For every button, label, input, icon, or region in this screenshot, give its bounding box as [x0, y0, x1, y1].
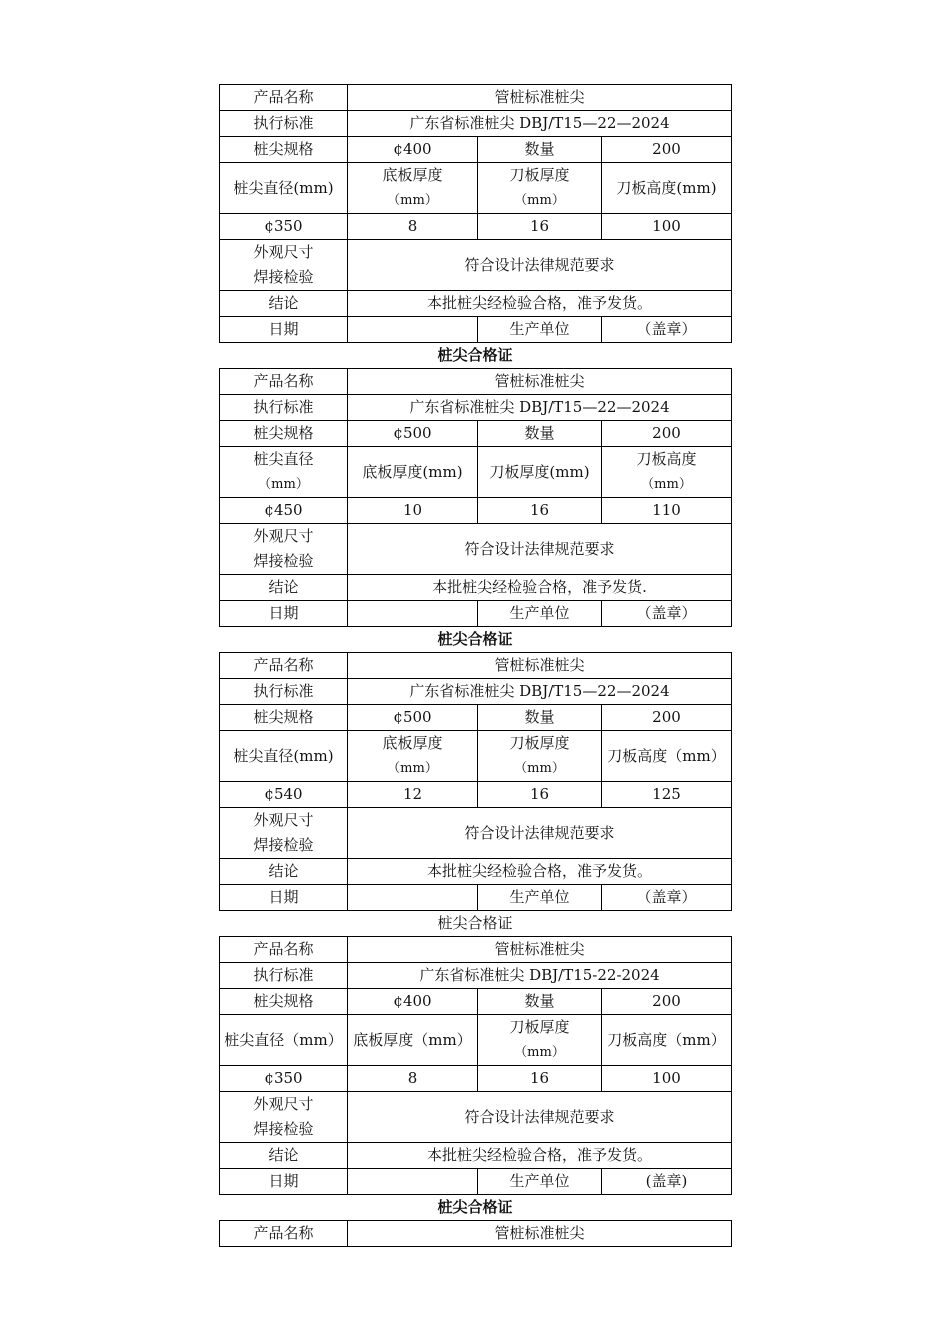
header-tip-diameter: 桩尖直径 （mm）: [220, 447, 348, 498]
conclusion-value: 本批桩尖经检验合格，准予发货。: [348, 291, 732, 317]
label-conclusion: 结论: [220, 291, 348, 317]
tip-diameter-value: ¢350: [220, 214, 348, 240]
label-conclusion: 结论: [220, 859, 348, 885]
product-name-value: 管桩标准桩尖: [348, 1221, 732, 1247]
blade-height-value: 110: [602, 498, 732, 524]
table-row: [220, 85, 732, 111]
table-row: [220, 291, 732, 317]
table-row: [220, 705, 732, 731]
table-row: [220, 885, 732, 911]
table-row: [220, 653, 732, 679]
spec-value: ¢400: [348, 989, 478, 1015]
table-row: [220, 679, 732, 705]
inspection-result: 符合设计法律规范要求: [348, 524, 732, 575]
quantity-value: 200: [602, 989, 732, 1015]
label-spec: 桩尖规格: [220, 421, 348, 447]
table-row: [220, 369, 732, 395]
header-blade-thickness: 刀板厚度 （mm）: [478, 163, 602, 214]
label-inspection: 外观尺寸 焊接检验: [220, 1092, 348, 1143]
header-tip-diameter: 桩尖直径(mm): [220, 731, 348, 782]
label-date: 日期: [220, 601, 348, 627]
spec-value: ¢400: [348, 137, 478, 163]
label-date: 日期: [220, 317, 348, 343]
label-inspection: 外观尺寸 焊接检验: [220, 240, 348, 291]
table-row: [220, 1015, 732, 1066]
table-row: [220, 395, 732, 421]
blade-thickness-value: 16: [478, 1066, 602, 1092]
table-row: [220, 498, 732, 524]
table-row: [220, 731, 732, 782]
label-inspection: 外观尺寸 焊接检验: [220, 808, 348, 859]
blade-height-value: 100: [602, 1066, 732, 1092]
table-row: [220, 601, 732, 627]
label-standard: 执行标准: [220, 111, 348, 137]
label-date: 日期: [220, 885, 348, 911]
table-row: [220, 240, 732, 291]
product-name-value: 管桩标准桩尖: [348, 85, 732, 111]
tip-diameter-value: ¢450: [220, 498, 348, 524]
label-quantity: 数量: [478, 137, 602, 163]
certificate-caption: 桩尖合格证: [437, 914, 513, 932]
label-product-name: 产品名称: [220, 1221, 348, 1247]
base-thickness-value: 8: [348, 214, 478, 240]
table-row: [220, 808, 732, 859]
tip-diameter-value: ¢350: [220, 1066, 348, 1092]
header-blade-thickness: 刀板厚度(mm): [478, 447, 602, 498]
standard-value: 广东省标准桩尖 DBJ/T15—22—2024: [348, 111, 732, 137]
spec-value: ¢500: [348, 421, 478, 447]
quantity-value: 200: [602, 137, 732, 163]
spec-value: ¢500: [348, 705, 478, 731]
product-name-value: 管桩标准桩尖: [348, 937, 732, 963]
table-row: [220, 859, 732, 885]
header-blade-height: 刀板高度（mm）: [602, 731, 732, 782]
label-product-name: 产品名称: [220, 85, 348, 111]
seal-value: （盖章）: [602, 317, 732, 343]
table-row: [220, 937, 732, 963]
certificate-caption: 桩尖合格证: [437, 1198, 513, 1216]
header-blade-height: 刀板高度（mm）: [602, 1015, 732, 1066]
label-spec: 桩尖规格: [220, 137, 348, 163]
label-inspection: 外观尺寸 焊接检验: [220, 524, 348, 575]
certificate-table: [219, 936, 732, 1195]
date-value: [348, 317, 478, 343]
conclusion-value: 本批桩尖经检验合格，准予发货.: [348, 575, 732, 601]
standard-value: 广东省标准桩尖 DBJ/T15—22—2024: [348, 679, 732, 705]
header-base-thickness: 底板厚度 （mm）: [348, 163, 478, 214]
header-base-thickness: 底板厚度 （mm）: [348, 731, 478, 782]
document: [219, 84, 731, 1247]
label-product-name: 产品名称: [220, 653, 348, 679]
inspection-result: 符合设计法律规范要求: [348, 1092, 732, 1143]
table-row: [220, 214, 732, 240]
table-row: [220, 989, 732, 1015]
label-quantity: 数量: [478, 421, 602, 447]
blade-height-value: 125: [602, 782, 732, 808]
tip-diameter-value: ¢540: [220, 782, 348, 808]
header-blade-thickness: 刀板厚度 （mm）: [478, 1015, 602, 1066]
blade-thickness-value: 16: [478, 782, 602, 808]
inspection-result: 符合设计法律规范要求: [348, 240, 732, 291]
label-date: 日期: [220, 1169, 348, 1195]
table-row: [220, 1143, 732, 1169]
blade-thickness-value: 16: [478, 214, 602, 240]
table-row: [220, 575, 732, 601]
label-standard: 执行标准: [220, 963, 348, 989]
base-thickness-value: 12: [348, 782, 478, 808]
blade-thickness-value: 16: [478, 498, 602, 524]
label-spec: 桩尖规格: [220, 989, 348, 1015]
table-row: [220, 1066, 732, 1092]
label-quantity: 数量: [478, 705, 602, 731]
label-manufacturer: 生产单位: [478, 885, 602, 911]
table-row: [220, 447, 732, 498]
quantity-value: 200: [602, 705, 732, 731]
table-row: [220, 111, 732, 137]
label-product-name: 产品名称: [220, 369, 348, 395]
label-conclusion: 结论: [220, 1143, 348, 1169]
header-base-thickness: 底板厚度(mm): [348, 447, 478, 498]
certificate-table: [219, 84, 732, 343]
table-row: [220, 782, 732, 808]
seal-value: (盖章): [602, 1169, 732, 1195]
certificate-table: [219, 368, 732, 627]
quantity-value: 200: [602, 421, 732, 447]
header-blade-thickness: 刀板厚度 （mm）: [478, 731, 602, 782]
date-value: [348, 601, 478, 627]
table-row: [220, 421, 732, 447]
date-value: [348, 885, 478, 911]
date-value: [348, 1169, 478, 1195]
label-product-name: 产品名称: [220, 937, 348, 963]
label-conclusion: 结论: [220, 575, 348, 601]
certificate-caption: 桩尖合格证: [437, 346, 513, 364]
header-tip-diameter: 桩尖直径(mm): [220, 163, 348, 214]
table-row: [220, 1169, 732, 1195]
base-thickness-value: 10: [348, 498, 478, 524]
header-base-thickness: 底板厚度（mm）: [348, 1015, 478, 1066]
table-row: [220, 1092, 732, 1143]
header-blade-height: 刀板高度 （mm）: [602, 447, 732, 498]
product-name-value: 管桩标准桩尖: [348, 653, 732, 679]
table-row: [220, 963, 732, 989]
product-name-value: 管桩标准桩尖: [348, 369, 732, 395]
table-row: [220, 524, 732, 575]
standard-value: 广东省标准桩尖 DBJ/T15-22-2024: [348, 963, 732, 989]
label-manufacturer: 生产单位: [478, 601, 602, 627]
table-row: [220, 317, 732, 343]
certificate-table: [219, 1220, 732, 1247]
certificate-table: [219, 652, 732, 911]
label-manufacturer: 生产单位: [478, 317, 602, 343]
label-quantity: 数量: [478, 989, 602, 1015]
standard-value: 广东省标准桩尖 DBJ/T15—22—2024: [348, 395, 732, 421]
seal-value: （盖章）: [602, 885, 732, 911]
table-row: [220, 163, 732, 214]
seal-value: （盖章）: [602, 601, 732, 627]
label-manufacturer: 生产单位: [478, 1169, 602, 1195]
header-blade-height: 刀板高度(mm): [602, 163, 732, 214]
inspection-result: 符合设计法律规范要求: [348, 808, 732, 859]
label-standard: 执行标准: [220, 679, 348, 705]
conclusion-value: 本批桩尖经检验合格，准予发货。: [348, 859, 732, 885]
label-standard: 执行标准: [220, 395, 348, 421]
blade-height-value: 100: [602, 214, 732, 240]
certificate-caption: 桩尖合格证: [437, 630, 513, 648]
label-spec: 桩尖规格: [220, 705, 348, 731]
header-tip-diameter: 桩尖直径（mm）: [220, 1015, 348, 1066]
table-row: [220, 1221, 732, 1247]
conclusion-value: 本批桩尖经检验合格，准予发货。: [348, 1143, 732, 1169]
base-thickness-value: 8: [348, 1066, 478, 1092]
table-row: [220, 137, 732, 163]
